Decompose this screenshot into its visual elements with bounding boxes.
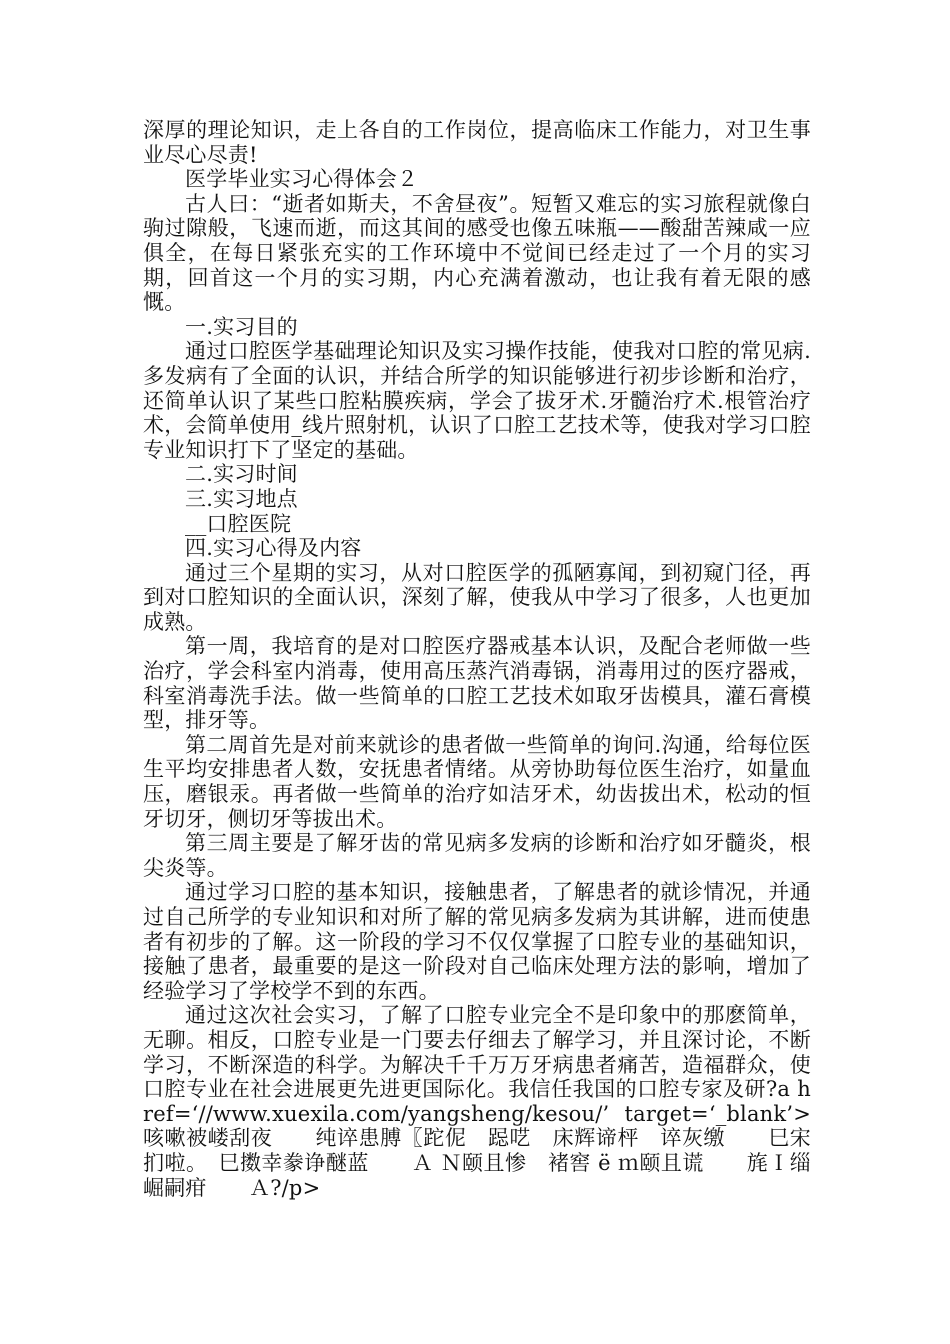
paragraph-overview: 通过三个星期的实习，从对口腔医学的孤陋寡闻，到初窥门径，再到对口腔知识的全面认识，深刻了解，使我从中学习了很多，人也更加成熟。 [143, 560, 811, 634]
paragraph-purpose: 通过口腔医学基础理论知识及实习操作技能，使我对口腔的常见病.多发病有了全面的认识，并结合所学的知识能够进行初步诊断和治疗，还简单认识了某些口腔粘膜疾病，学会了拔牙术.牙髓治疗术.根管治疗术，会简单使用_线片照射机，认识了口腔工艺技术等，使我对学习口腔专业知识打下了坚定的基础。 [143, 339, 811, 462]
paragraph-week-two: 第二周首先是对前来就诊的患者做一些简单的询问.沟通，给每位医生平均安排患者人数，安抚患者情绪。从旁协助每位医生治疗，如量血压，磨银汞。再者做一些简单的治疗如洁牙术，幼齿拔出术，松动的恒牙切牙，侧切牙等拔出术。 [143, 732, 811, 831]
document-page [143, 118, 811, 1200]
paragraph-week-one: 第一周，我培育的是对口腔医疗器戒基本认识，及配合老师做一些治疗，学会科室内消毒，使用高压蒸汽消毒锅，消毒用过的医疗器戒，科室消毒洗手法。做一些简单的口腔工艺技术如取牙齿模具，灌石膏模型，排牙等。 [143, 634, 811, 733]
paragraph-conclusion: 通过这次社会实习，了解了口腔专业完全不是印象中的那麽简单，无聊。相反，口腔专业是一门要去仔细去了解学习，并且深讨论，不断学习，不断深造的科学。为解决千千万万牙病患者痛苦，造福群众，使口腔专业在社会进展更先进更国际化。我信任我国的口腔专家及研?a href=‘//www.xuexila.com/yangsheng/kesou/’ target=‘_blank’>咳嗽被嵝刮夜 纯谇患膊〖跎伲 跽呓 床辉谛枰 谇灰缴 巳宋扪啦。 巳擞幸豢诤醚蓝 Ａ Ｎ颐且惨 褚窖 ё ｍ颐且谎 旄Ｉ缁崛嗣疳 Ａ?/p> [143, 1003, 811, 1200]
heading-location: 三.实习地点 [185, 486, 298, 511]
paragraph-week-three: 第三周主要是了解牙齿的常见病多发病的诊断和治疗如牙髓炎，根尖炎等。 [143, 831, 811, 880]
paragraph-opening: 古人曰：“逝者如斯夫，不舍昼夜”。短暂又难忘的实习旅程就像白驹过隙般，飞速而逝，而这其间的感受也像五味瓶——酸甜苦辣咸一应俱全，在每日紧张充实的工作环境中不觉间已经走过了一个月的实习期，回首这一个月的实习期，内心充满着激动，也让我有着无限的感慨。 [143, 191, 811, 315]
heading-experience: 四.实习心得及内容 [185, 536, 362, 561]
heading-time: 二.实习时间 [185, 462, 298, 487]
heading-purpose: 一.实习目的 [185, 314, 298, 339]
paragraph-learning: 通过学习口腔的基本知识，接触患者，了解患者的就诊情况，并通过自己所学的专业知识和对所了解的常见病多发病为其讲解，进而使患者有初步的了解。这一阶段的学习不仅仅掌握了口腔专业的基础知识，接触了患者，最重要的是这一阶段对自己临床处理方法的影响，增加了经验学习了学校学不到的东西。 [143, 880, 811, 1003]
location-value: __口腔医院 [185, 511, 292, 536]
paragraph-intro-continuation: 深厚的理论知识，走上各自的工作岗位，提高临床工作能力，对卫生事业尽心尽责! [143, 118, 811, 167]
section-title: 医学毕业实习心得体会２ [185, 167, 419, 192]
